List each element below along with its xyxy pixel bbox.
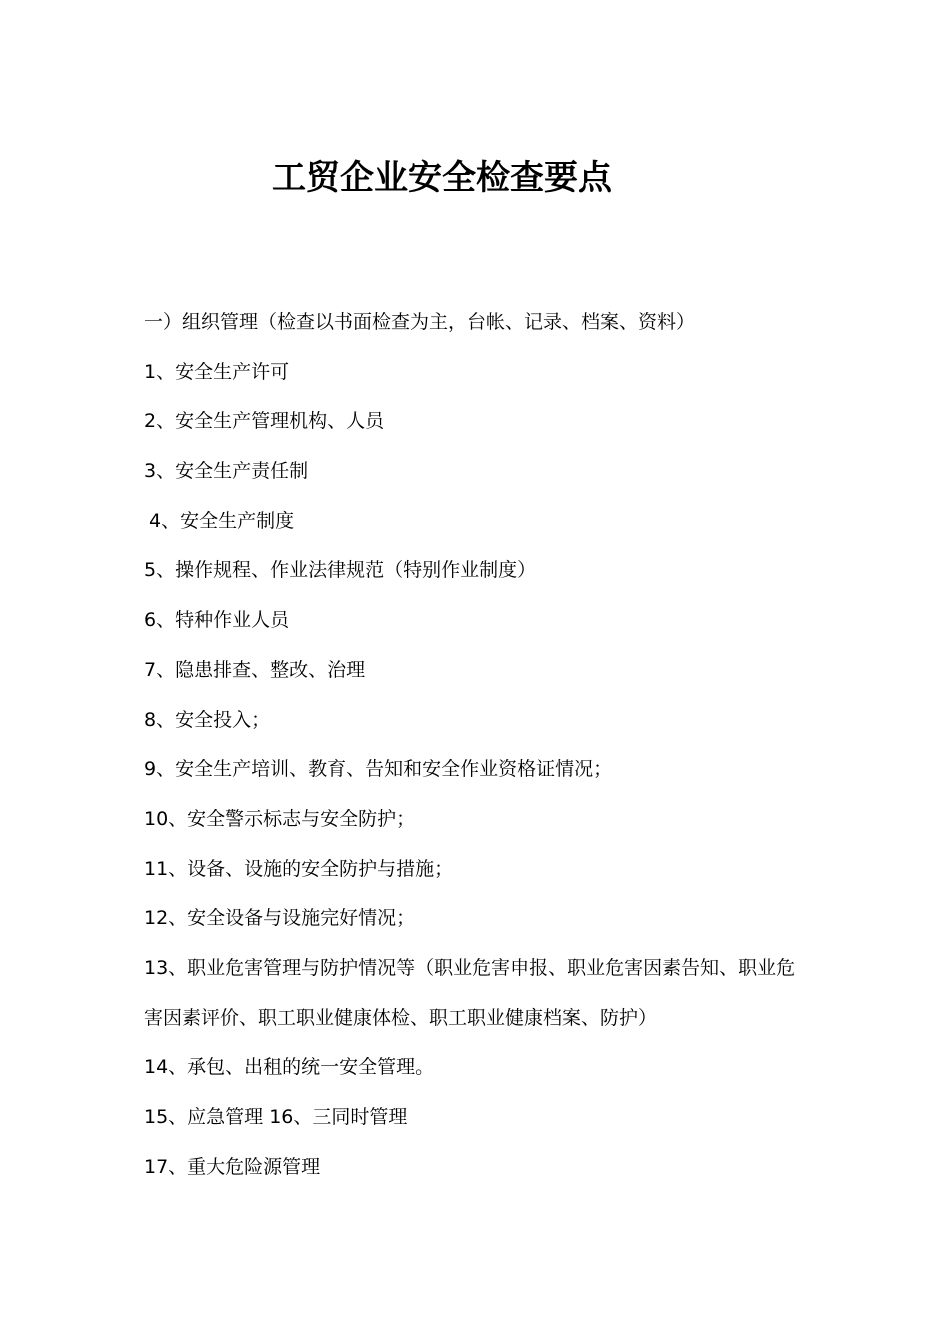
list-item: 14、承包、出租的统一安全管理。 (144, 1056, 435, 1079)
list-item: 5、操作规程、作业法律规范（特别作业制度） (144, 559, 537, 582)
list-item: 11、设备、设施的安全防护与措施； (144, 857, 454, 880)
list-item: 7、隐患排查、整改、治理 (144, 658, 366, 681)
list-item: 6、特种作业人员 (144, 609, 290, 632)
document-title: 工贸企业安全检查要点 (272, 158, 612, 198)
list-item-continuation: 害因素评价、职工职业健康体检、职工职业健康档案、防护） (144, 1006, 658, 1029)
list-item: 4、安全生产制度 (149, 509, 295, 532)
list-item: 10、安全警示标志与安全防护； (144, 807, 416, 830)
list-item: 13、职业危害管理与防护情况等（职业危害申报、职业危害因素告知、职业危 (144, 956, 796, 979)
list-item: 9、安全生产培训、教育、告知和安全作业资格证情况； (144, 758, 613, 781)
list-item: 17、重大危险源管理 (144, 1155, 321, 1178)
section-heading: 一）组织管理（检查以书面检查为主，台帐、记录、档案、资料） (144, 311, 696, 333)
list-item: 2、安全生产管理机构、人员 (144, 410, 385, 433)
list-item: 12、安全设备与设施完好情况； (144, 907, 416, 930)
list-item: 1、安全生产许可 (144, 360, 290, 383)
list-item: 15、应急管理 16、三同时管理 (144, 1106, 408, 1128)
document-body (144, 298, 824, 1192)
list-item: 8、安全投入； (144, 708, 271, 731)
list-item: 3、安全生产责任制 (144, 460, 309, 483)
